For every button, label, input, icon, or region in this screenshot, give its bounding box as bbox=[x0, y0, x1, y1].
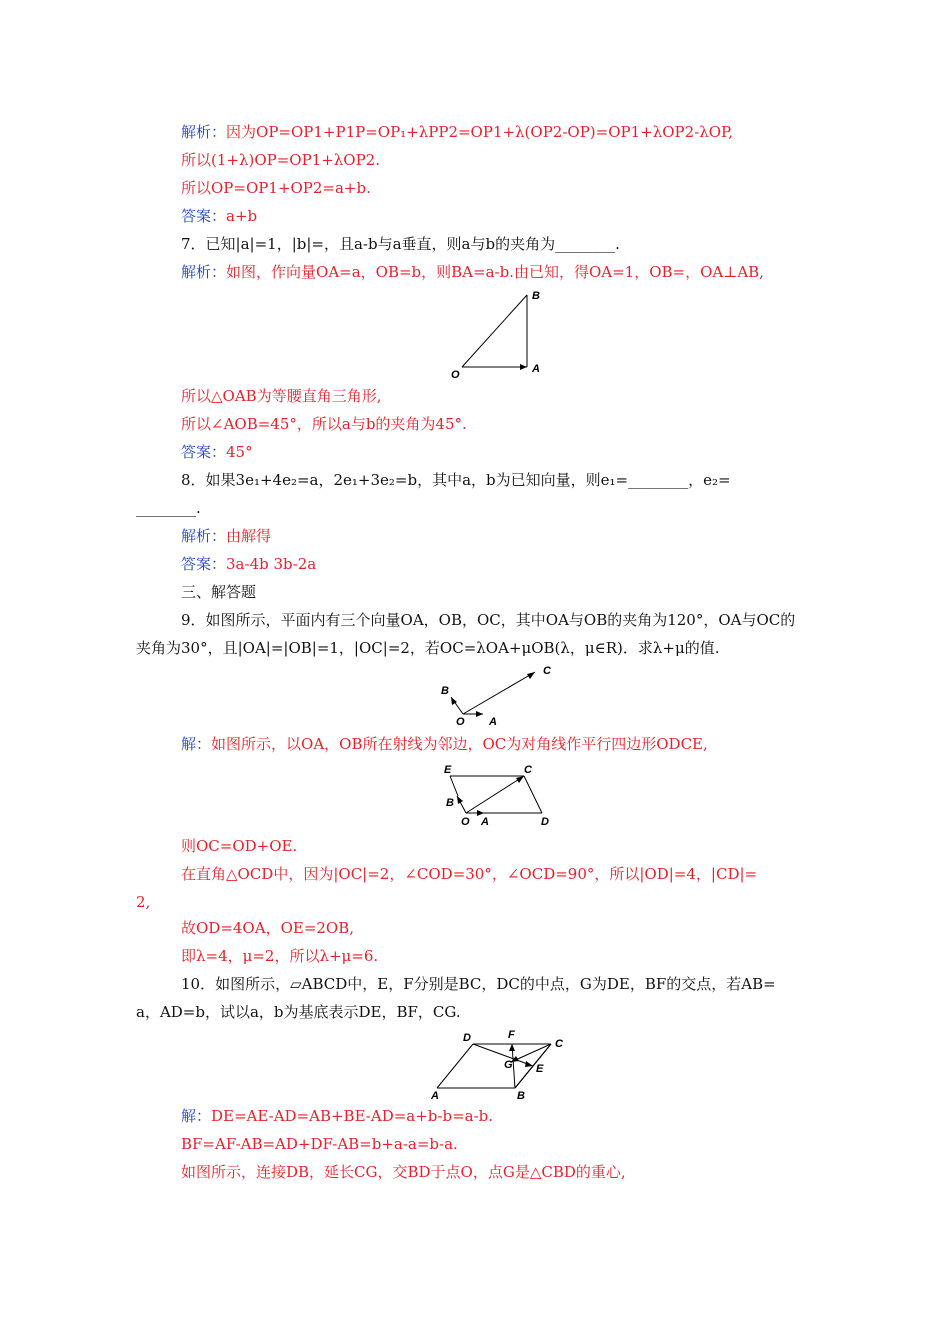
line-content: a，AD=b，试以a，b为基底表示DE，BF，CG. bbox=[136, 1003, 461, 1021]
fig1-label-o: O bbox=[451, 369, 460, 381]
text-line bbox=[181, 386, 381, 406]
label-jiexi: 解析： bbox=[181, 123, 227, 141]
text-line bbox=[136, 498, 201, 518]
label-daan: 答案： bbox=[181, 555, 227, 573]
text-line bbox=[181, 526, 271, 546]
fig4-label-b: B bbox=[517, 1090, 525, 1102]
line-content: 2, bbox=[136, 893, 151, 911]
text-line bbox=[181, 1134, 458, 1154]
line-content: BF=AF-AB=AD+DF-AB=b+a-a=b-a. bbox=[181, 1135, 458, 1153]
label-jiexi: 解析： bbox=[181, 527, 227, 545]
fig2-label-b: B bbox=[441, 685, 449, 697]
text-line bbox=[181, 206, 257, 226]
text-line bbox=[181, 946, 378, 966]
fig3-label-a: A bbox=[481, 816, 489, 828]
label-jie: 解： bbox=[181, 1107, 212, 1125]
fig2-label-c: C bbox=[543, 665, 551, 677]
section-heading bbox=[181, 582, 256, 602]
text-line bbox=[181, 178, 371, 198]
question-10 bbox=[181, 974, 776, 994]
line-content: 3a-4b 3b-2a bbox=[226, 555, 317, 573]
fig3-label-o: O bbox=[461, 816, 470, 828]
line-content: 即λ=4，μ=2，所以λ+μ=6. bbox=[181, 947, 379, 965]
line-content: 因为OP=OP1+P1P=OP₁+λPP2=OP1+λ(OP2-OP)=OP1+λOP2-λOP, bbox=[226, 123, 733, 141]
fig1-label-a: A bbox=[532, 363, 540, 375]
line-content: 如图所示，以OA，OB所在射线为邻边，OC为对角线作平行四边形ODCE, bbox=[211, 735, 708, 753]
fig4-label-d: D bbox=[463, 1032, 471, 1044]
line-content: 45° bbox=[226, 443, 253, 461]
figure-parallelogram-odce bbox=[438, 760, 558, 830]
figure-triangle-oab bbox=[440, 283, 550, 383]
text-line bbox=[181, 1162, 626, 1182]
fig3-label-e: E bbox=[444, 764, 452, 776]
question-9 bbox=[181, 610, 795, 630]
fig1-label-b: B bbox=[532, 290, 540, 302]
line-content: 所以(1+λ)OP=OP1+λOP2. bbox=[181, 151, 380, 169]
line-content: 由解得 bbox=[226, 527, 272, 545]
text-line bbox=[181, 918, 354, 938]
fig4-label-c: C bbox=[555, 1038, 563, 1050]
text-line bbox=[181, 734, 708, 754]
text-line bbox=[136, 638, 720, 658]
line-content: 7．已知|a|=1，|b|=，且a-b与a垂直，则a与b的夹角为________. bbox=[181, 235, 620, 253]
text-line bbox=[181, 414, 467, 434]
label-jiexi: 解析： bbox=[181, 263, 227, 281]
label-daan: 答案： bbox=[181, 443, 227, 461]
line-content: a+b bbox=[226, 207, 258, 225]
line-content: 如图所示，连接DB，延长CG，交BD于点O，点G是△CBD的重心, bbox=[181, 1163, 626, 1181]
text-line bbox=[181, 554, 316, 574]
question-8 bbox=[181, 470, 731, 490]
text-line bbox=[181, 122, 733, 142]
line-content: 故OD=4OA，OE=2OB, bbox=[181, 919, 355, 937]
line-content: 三、解答题 bbox=[181, 583, 257, 601]
fig4-label-g: G bbox=[504, 1059, 513, 1071]
text-line bbox=[136, 1002, 461, 1022]
line-content: DE=AE-AD=AB+BE-AD=a+b-b=a-b. bbox=[211, 1107, 494, 1125]
text-line bbox=[136, 892, 150, 912]
line-content: 夹角为30°，且|OA|=|OB|=1，|OC|=2，若OC=λOA+μOB(λ，μ∈R)．求λ+μ的值. bbox=[136, 639, 720, 657]
text-line bbox=[181, 864, 757, 884]
fig4-label-a: A bbox=[431, 1090, 439, 1102]
line-content: 则OC=OD+OE. bbox=[181, 837, 298, 855]
question-7 bbox=[181, 234, 620, 254]
label-jie: 解： bbox=[181, 735, 212, 753]
text-line bbox=[181, 836, 297, 856]
text-line bbox=[181, 150, 380, 170]
fig3-label-b: B bbox=[446, 797, 454, 809]
line-content: ________. bbox=[136, 499, 201, 517]
text-line bbox=[181, 262, 764, 282]
fig2-label-o: O bbox=[456, 716, 465, 728]
line-content: 如图，作向量OA=a，OB=b，则BA=a-b.由已知，得OA=1，OB=，OA⊥AB, bbox=[226, 263, 764, 281]
line-content: 在直角△OCD中，因为|OC|=2，∠COD=30°，∠OCD=90°，所以|OD|=4，|CD|= bbox=[181, 865, 758, 883]
line-content: 10．如图所示，▱ABCD中，E，F分别是BC，DC的中点，G为DE，BF的交点，若AB= bbox=[181, 975, 776, 993]
figure-parallelogram-abcd bbox=[425, 1028, 575, 1102]
fig4-label-e: E bbox=[536, 1063, 544, 1075]
fig3-label-d: D bbox=[541, 816, 549, 828]
line-content: 8．如果3e₁+4e₂=a，2e₁+3e₂=b，其中a，b为已知向量，则e₁=________，e₂= bbox=[181, 471, 731, 489]
text-line bbox=[181, 1106, 493, 1126]
line-content: 所以△OAB为等腰直角三角形, bbox=[181, 387, 382, 405]
figure-vectors-oabc bbox=[435, 660, 565, 728]
label-daan: 答案： bbox=[181, 207, 227, 225]
fig3-label-c: C bbox=[524, 764, 532, 776]
line-content: 所以OP=OP1+OP2=a+b. bbox=[181, 179, 371, 197]
fig2-label-a: A bbox=[489, 716, 497, 728]
line-content: 9．如图所示，平面内有三个向量OA，OB，OC，其中OA与OB的夹角为120°，OA与OC的 bbox=[181, 611, 796, 629]
fig4-label-f: F bbox=[508, 1029, 515, 1041]
text-line bbox=[181, 442, 253, 462]
line-content: 所以∠AOB=45°，所以a与b的夹角为45°. bbox=[181, 415, 467, 433]
